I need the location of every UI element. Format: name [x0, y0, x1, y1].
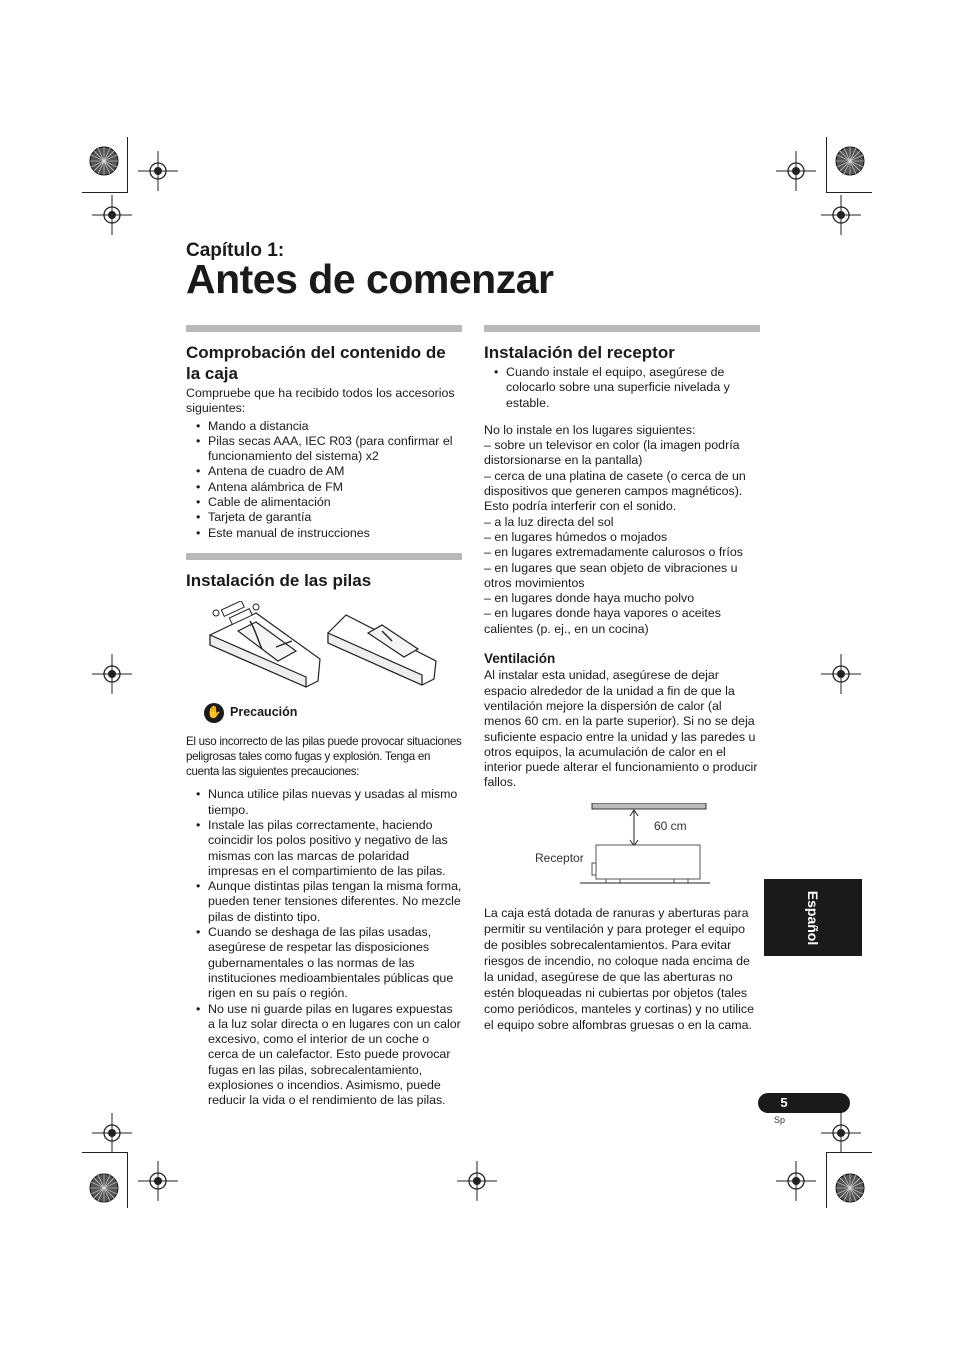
batteries-heading: Instalación de las pilas: [186, 570, 372, 590]
ventilation-heading: Ventilación: [484, 651, 556, 667]
caution-label: Precaución: [230, 705, 298, 720]
box-contents-section: [186, 325, 462, 541]
box-contents-list: [186, 419, 462, 541]
list-item: • Nunca utilice pilas nuevas y usadas al mismo tiempo.: [186, 787, 462, 818]
section-rule: [484, 325, 760, 332]
caution-intro: El uso incorrecto de las pilas puede provocar situaciones peligrosas tales como fugas y explosión. Tenga en cuenta las siguientes precauciones:: [186, 734, 462, 778]
list-item: • Cuando se deshaga de las pilas usadas, asegúrese de respetar las disposiciones gubernamentales o las normas de las instituciones medioambientales públicas que rigen en su país o región.: [186, 925, 462, 1001]
sunburst-target-icon: [835, 1173, 865, 1203]
crop-line: [82, 1152, 128, 1153]
registration-mark-icon: [138, 151, 178, 191]
list-item: • Antena de cuadro de AM: [186, 464, 462, 479]
remote-battery-diagram: [186, 601, 462, 697]
list-item: – en lugares extremadamente calurosos o fríos: [484, 545, 743, 560]
box-contents-intro: Compruebe que ha recibido todos los accesorios siguientes:: [186, 386, 455, 416]
registration-mark-icon: [776, 1161, 816, 1201]
page-language-code: Sp: [774, 1115, 786, 1125]
box-contents-heading: Comprobación del contenido de la caja: [186, 343, 446, 383]
list-item: • Este manual de instrucciones: [186, 526, 462, 541]
registration-mark-icon: [92, 654, 132, 694]
registration-mark-icon: [821, 1113, 861, 1153]
list-item: • No use ni guarde pilas en lugares expuestas a la luz solar directa o en lugares con un calor excesivo, como el interior de un coche o cerca de un calefactor. Esto puede provocar fugas en las pilas, sobrecalentamiento, explosiones o incendios. Asimismo, puede reducir la vida o el rendimiento de las pilas.: [186, 1002, 462, 1109]
right-column: [484, 325, 760, 1033]
registration-mark-icon: [92, 195, 132, 235]
list-item: • Cable de alimentación: [186, 495, 462, 510]
list-item: • Antena alámbrica de FM: [186, 480, 462, 495]
sunburst-target-icon: [89, 1173, 119, 1203]
page-number: 5: [780, 1095, 788, 1110]
not-here-list: [484, 438, 760, 637]
language-tab-label: Español: [805, 890, 821, 945]
clearance-diagram: [484, 803, 760, 893]
list-item: – en lugares donde haya mucho polvo: [484, 591, 695, 606]
sunburst-target-icon: [89, 146, 119, 176]
crop-line: [82, 192, 128, 193]
registration-mark-icon: [457, 1161, 497, 1201]
receiver-section: [484, 325, 760, 637]
not-here-intro: No lo instale en los lugares siguientes:: [484, 422, 696, 437]
sunburst-target-icon: [835, 146, 865, 176]
battery-illustration: [186, 601, 462, 697]
list-item: – a la luz directa del sol: [484, 514, 614, 529]
crop-line: [127, 1152, 128, 1208]
batteries-section: [186, 553, 462, 1109]
chapter-label: Capítulo 1:: [186, 240, 285, 261]
section-rule: [186, 325, 462, 332]
hand-stop-icon: ✋: [204, 703, 224, 723]
ventilation-closing: La caja está dotada de ranuras y aberturas para permitir su ventilación y para proteger el equipo de posibles sobrecalentamientos. Para evitar riesgos de incendio, no coloque nada encima de la unidad, asegúrese de que las aberturas no estén bloqueadas ni cubiertas por objetos (tales como periódicos, manteles y cortinas) y no utilice el equipo sobre alfombras gruesas o en la cama.: [484, 905, 754, 1033]
crop-line: [826, 1152, 827, 1208]
registration-mark-icon: [776, 151, 816, 191]
section-rule: [186, 553, 462, 560]
ventilation-text: Al instalar esta unidad, asegúrese de dejar espacio alrededor de la unidad a fin de que la ventilación mejore la dispersión de calor (al menos 60 cm. en la parte superior). Si no se deja suficiente espacio entre la unidad y las paredes u otros equipos, la acumulación de calor en el interior puede alterar el funcionamiento o producir fallos.: [484, 668, 758, 790]
page-title: Antes de comenzar: [186, 256, 554, 302]
crop-line: [826, 137, 827, 193]
receiver-heading: Instalación del receptor: [484, 343, 675, 362]
receiver-list: [484, 365, 760, 411]
registration-mark-icon: [821, 195, 861, 235]
crop-line: [826, 1152, 872, 1153]
list-item: – cerca de una platina de casete (o cerca de un dispositivos que generen campos magnéticos). Esto podría interferir con el sonido.: [484, 468, 746, 514]
list-item: • Tarjeta de garantía: [186, 510, 462, 525]
list-item: – en lugares que sean objeto de vibraciones u otros movimientos: [484, 560, 738, 590]
list-item: • Pilas secas AAA, IEC R03 (para confirmar el funcionamiento del sistema) x2: [186, 434, 462, 465]
page-number-badge: [758, 1093, 850, 1113]
distance-label: 60 cm: [654, 818, 687, 833]
list-item: • Cuando instale el equipo, asegúrese de colocarlo sobre una superficie nivelada y estable.: [484, 365, 760, 411]
registration-mark-icon: [821, 654, 861, 694]
list-item: – sobre un televisor en color (la imagen podría distorsionarse en la pantalla): [484, 438, 740, 468]
receiver-label: Receptor: [535, 850, 584, 865]
language-tab: [764, 879, 862, 956]
list-item: – en lugares donde haya vapores o aceites calientes (p. ej., en un cocina): [484, 606, 721, 636]
crop-line: [826, 192, 872, 193]
ventilation-section: [484, 651, 760, 1033]
left-column: [186, 325, 462, 1109]
list-item: • Mando a distancia: [186, 419, 462, 434]
list-item: • Aunque distintas pilas tengan la misma forma, pueden tener tensiones diferentes. No mezcle pilas de distinto tipo.: [186, 879, 462, 925]
registration-mark-icon: [92, 1113, 132, 1153]
crop-line: [127, 137, 128, 193]
registration-mark-icon: [138, 1161, 178, 1201]
caution-list: [186, 787, 462, 1108]
list-item: • Instale las pilas correctamente, haciendo coincidir los polos positivo y negativo de las mismas con las marcas de polaridad impresas en el compartimiento de las pilas.: [186, 818, 462, 879]
list-item: – en lugares húmedos o mojados: [484, 529, 668, 544]
caution-callout: [204, 703, 462, 723]
ventilation-diagram: [484, 803, 760, 893]
